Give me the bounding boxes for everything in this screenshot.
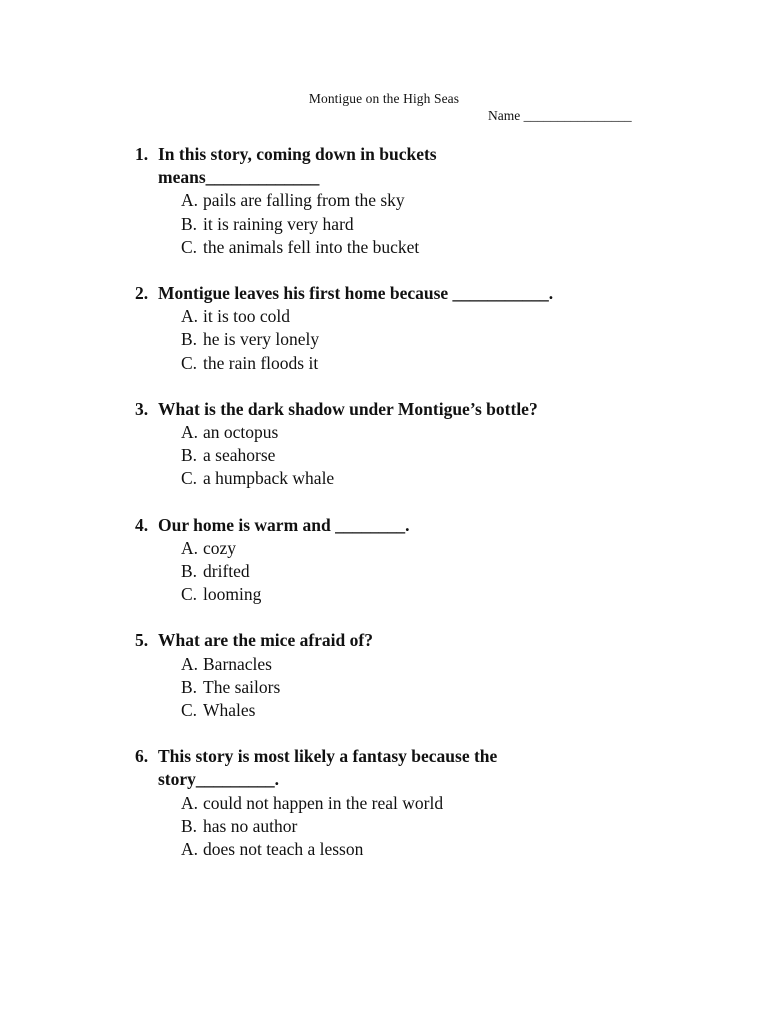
answer-option [181, 352, 735, 375]
answer-option [181, 699, 735, 722]
option-text: Whales [203, 700, 256, 721]
option-letter: B. [181, 213, 198, 234]
option-text: looming [203, 584, 262, 605]
option-letter: A. [181, 190, 199, 211]
page-title: Montigue on the High Seas [308, 91, 460, 106]
question-2 [135, 282, 735, 375]
question-number: 2. [135, 283, 149, 304]
answer-option [181, 328, 735, 351]
option-text: the animals fell into the bucket [203, 236, 420, 257]
option-letter: C. [181, 236, 198, 257]
question-text: In this story, coming down in buckets means_____________ [158, 144, 437, 188]
option-text: the rain floods it [203, 352, 319, 373]
answer-option [181, 213, 735, 236]
option-text: cozy [203, 537, 237, 558]
answer-option [181, 236, 735, 259]
question-number: 1. [135, 144, 149, 164]
option-text: has no author [203, 815, 298, 836]
option-letter: B. [181, 445, 198, 466]
option-text: Barnacles [203, 653, 272, 674]
option-letter: C. [181, 584, 198, 605]
option-letter: B. [181, 815, 198, 836]
option-letter: C. [181, 468, 198, 489]
answer-options [135, 537, 735, 607]
question-stem [135, 143, 735, 189]
option-text: it is too cold [203, 306, 291, 327]
option-text: an octopus [203, 422, 279, 443]
answer-option [181, 444, 735, 467]
answer-option [181, 189, 735, 212]
option-letter: A. [181, 792, 199, 813]
option-text: The sailors [203, 676, 281, 697]
option-letter: A. [181, 653, 199, 674]
answer-option [181, 676, 735, 699]
option-letter: C. [181, 352, 198, 373]
question-text: What is the dark shadow under Montigue’s bottle? [158, 398, 538, 419]
option-letter: A. [181, 537, 199, 558]
question-stem [135, 514, 735, 537]
question-1 [135, 143, 735, 259]
answer-option [181, 583, 735, 606]
option-text: drifted [203, 561, 250, 582]
option-letter: B. [181, 561, 198, 582]
question-number: 4. [135, 514, 149, 535]
option-text: pails are falling from the sky [203, 190, 405, 211]
question-4 [135, 514, 735, 607]
option-text: he is very lonely [203, 329, 320, 350]
question-text: Montigue leaves his first home because ___________. [158, 283, 554, 304]
name-field-label: Name ________________ [488, 108, 632, 123]
option-letter: B. [181, 329, 198, 350]
question-number: 6. [135, 746, 149, 767]
question-text: What are the mice afraid of? [158, 630, 373, 651]
answer-option [181, 421, 735, 444]
answer-option [181, 305, 735, 328]
option-letter: A. [181, 422, 199, 443]
question-3 [135, 398, 735, 491]
question-stem [135, 745, 735, 791]
option-letter: B. [181, 676, 198, 697]
answer-options [135, 421, 735, 491]
question-number: 3. [135, 398, 149, 419]
question-list [135, 143, 735, 884]
answer-options [135, 653, 735, 723]
answer-option [181, 815, 735, 838]
option-letter: A. [181, 839, 199, 860]
question-stem [135, 282, 735, 305]
answer-option [181, 560, 735, 583]
option-text: a humpback whale [203, 468, 335, 489]
question-number: 5. [135, 630, 149, 651]
question-text: This story is most likely a fantasy because the story_________. [158, 746, 498, 790]
question-stem [135, 398, 735, 421]
answer-option [181, 467, 735, 490]
answer-option [181, 792, 735, 815]
option-text: does not teach a lesson [203, 839, 364, 860]
answer-options [135, 792, 735, 862]
question-5 [135, 629, 735, 722]
answer-options [135, 189, 735, 259]
answer-option [181, 838, 735, 861]
option-letter: A. [181, 306, 199, 327]
question-6 [135, 745, 735, 861]
answer-option [181, 537, 735, 560]
option-text: a seahorse [203, 445, 276, 466]
option-text: could not happen in the real world [203, 792, 444, 813]
question-text: Our home is warm and ________. [158, 514, 410, 535]
question-stem [135, 629, 735, 652]
answer-options [135, 305, 735, 375]
option-letter: C. [181, 700, 198, 721]
answer-option [181, 653, 735, 676]
option-text: it is raining very hard [203, 213, 354, 234]
